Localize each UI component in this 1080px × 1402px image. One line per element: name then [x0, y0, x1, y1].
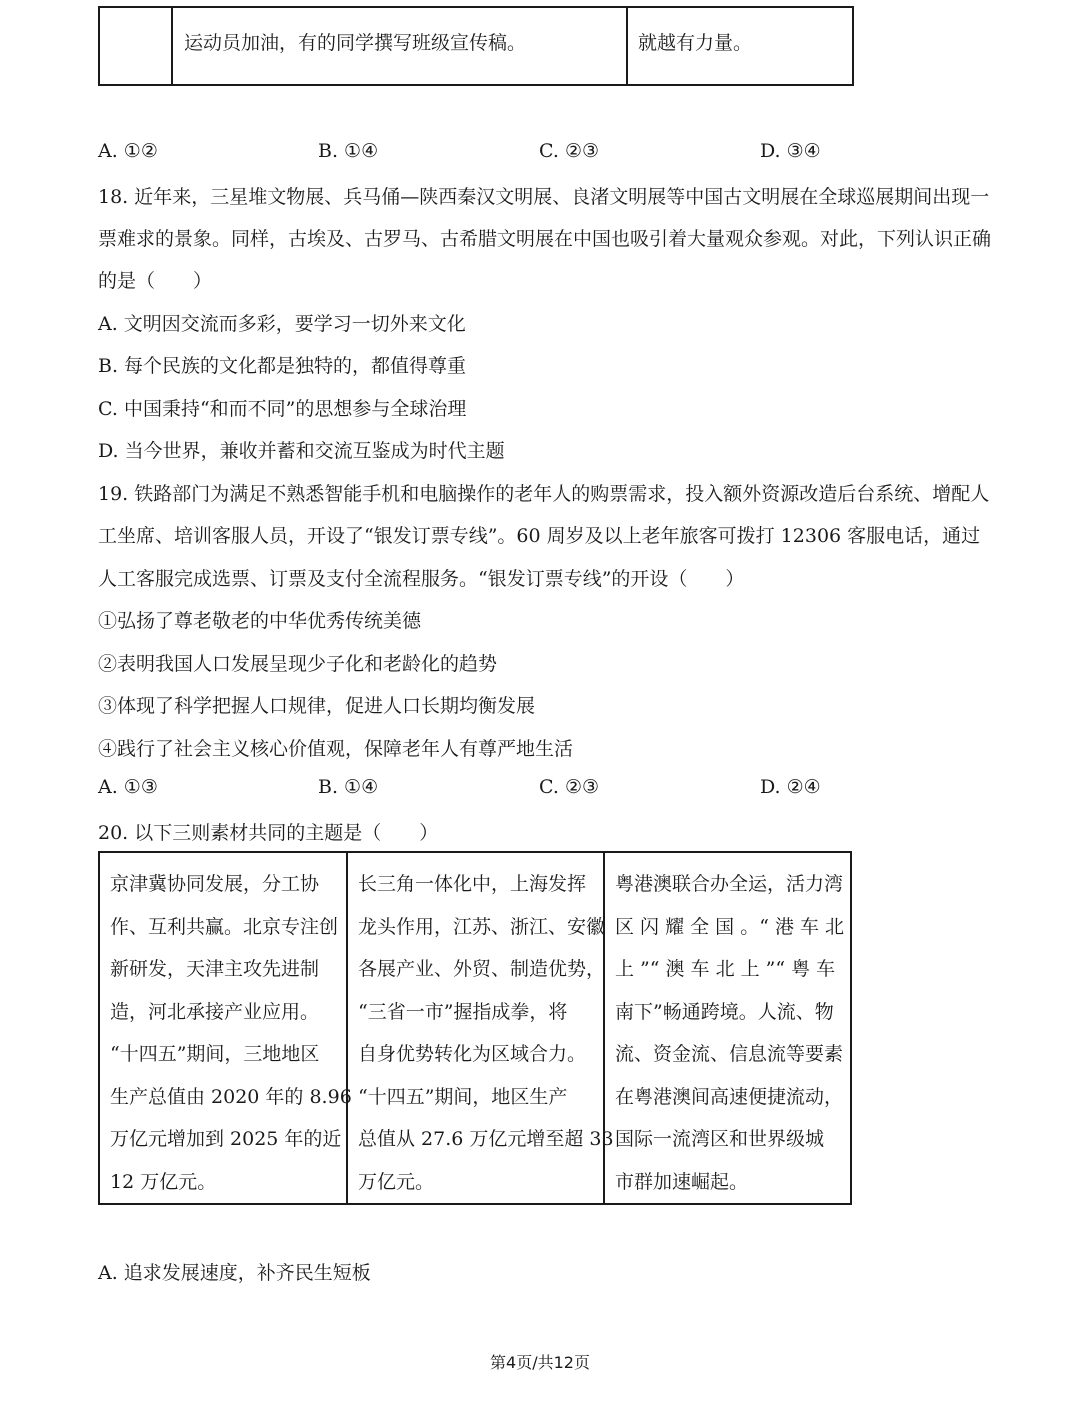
material-line: 新研发，天津主攻先进制: [110, 958, 320, 980]
material-line: 龙头作用，江苏、浙江、安徽: [358, 915, 606, 938]
q17-option-d[interactable]: D. ③④: [760, 140, 821, 162]
material-line: 南下”畅通跨境。人流、物: [615, 1000, 834, 1023]
material-line: 万亿元增加到 2025 年的近: [110, 1128, 342, 1150]
material-line: 京津冀协同发展，分工协: [110, 873, 320, 895]
material-line: 生产总值由 2020 年的 8.96: [110, 1085, 352, 1108]
q18-option-a[interactable]: A. 文明因交流而多彩，要学习一切外来文化: [98, 313, 466, 335]
q18-stem-line: 票难求的景象。同样，古埃及、古罗马、古希腊文明展在中国也吸引着大量观众参观。对此，下列认识正确: [98, 228, 992, 250]
material-line: 市群加速崛起。: [615, 1170, 749, 1193]
material-line: “三省一市”握指成拳，将: [358, 1000, 568, 1023]
material-2: [358, 863, 614, 1203]
material-line: 在粤港澳间高速便捷流动，: [615, 1085, 844, 1108]
material-line: 国际一流湾区和世界级城: [615, 1128, 825, 1150]
q19-option-b[interactable]: B. ①④: [318, 776, 379, 798]
q17-option-c[interactable]: C. ②③: [539, 140, 600, 162]
q20-materials-table: [98, 851, 852, 1205]
q19-statement-1: ①弘扬了尊老敬老的中华优秀传统美德: [98, 610, 422, 632]
q18-stem-line: 的是（ ）: [98, 270, 213, 292]
material-line: “十四五”期间，地区生产: [358, 1085, 568, 1108]
q17-option-a[interactable]: A. ①②: [98, 140, 158, 162]
q19-option-a[interactable]: A. ①③: [98, 776, 158, 798]
q20-option-a[interactable]: A. 追求发展速度，补齐民生短板: [98, 1262, 371, 1284]
q17-material-table: [98, 6, 854, 86]
q18-stem-line: 18. 近年来，三星堆文物展、兵马俑—陕西秦汉文明展、良渚文明展等中国古文明展在全球巡展期间出现一: [98, 186, 990, 208]
material-line: “十四五”期间，三地地区: [110, 1043, 320, 1065]
q20-stem: 20. 以下三则素材共同的主题是（ ）: [98, 822, 439, 844]
material-line: 上 ”“ 澳 车 北 上 ”“ 粤 车: [615, 958, 836, 980]
material-line: 长三角一体化中，上海发挥: [358, 873, 587, 895]
material-line: 各展产业、外贸、制造优势，: [358, 958, 606, 980]
material-3: [615, 863, 844, 1203]
q19-statement-2: ②表明我国人口发展呈现少子化和老龄化的趋势: [98, 653, 498, 675]
q19-stem-line: 19. 铁路部门为满足不熟悉智能手机和电脑操作的老年人的购票需求，投入额外资源改造后台系统、增配人: [98, 483, 990, 505]
table-cell-left: 运动员加油，有的同学撰写班级宣传稿。: [184, 32, 527, 54]
q19-option-c[interactable]: C. ②③: [539, 776, 600, 798]
material-line: 区 闪 耀 全 国 。“ 港 车 北: [615, 915, 845, 938]
q19-stem-line: 人工客服完成选票、订票及支付全流程服务。“银发订票专线”的开设（ ）: [98, 568, 745, 590]
page-number: 第4页/共12页: [490, 1353, 590, 1372]
material-line: 造，河北承接产业应用。: [110, 1000, 320, 1023]
material-line: 自身优势转化为区域合力。: [358, 1043, 587, 1065]
q19-option-d[interactable]: D. ②④: [760, 776, 821, 798]
q18-option-d[interactable]: D. 当今世界，兼收并蓄和交流互鉴成为时代主题: [98, 440, 505, 462]
material-line: 12 万亿元。: [110, 1170, 217, 1193]
q19-statement-3: ③体现了科学把握人口规律，促进人口长期均衡发展: [98, 695, 536, 717]
q18-option-b[interactable]: B. 每个民族的文化都是独特的，都值得尊重: [98, 355, 467, 377]
q18-option-c[interactable]: C. 中国秉持“和而不同”的思想参与全球治理: [98, 398, 467, 420]
q19-stem-line: 工坐席、培训客服人员，开设了“银发订票专线”。60 周岁及以上老年旅客可拨打 12306 客服电话，通过: [98, 525, 981, 547]
material-line: 流、资金流、信息流等要素: [615, 1043, 844, 1065]
q19-statement-4: ④践行了社会主义核心价值观，保障老年人有尊严地生活: [98, 738, 574, 760]
table-cell-right: 就越有力量。: [638, 32, 753, 54]
material-line: 万亿元。: [358, 1170, 435, 1193]
material-line: 作、互利共赢。北京专注创: [110, 915, 339, 938]
q17-option-b[interactable]: B. ①④: [318, 140, 379, 162]
material-line: 粤港澳联合办全运，活力湾: [615, 873, 844, 895]
table-divider: [626, 8, 628, 84]
material-1: [110, 863, 352, 1203]
material-line: 总值从 27.6 万亿元增至超 33: [358, 1128, 614, 1150]
table-divider: [171, 8, 173, 84]
